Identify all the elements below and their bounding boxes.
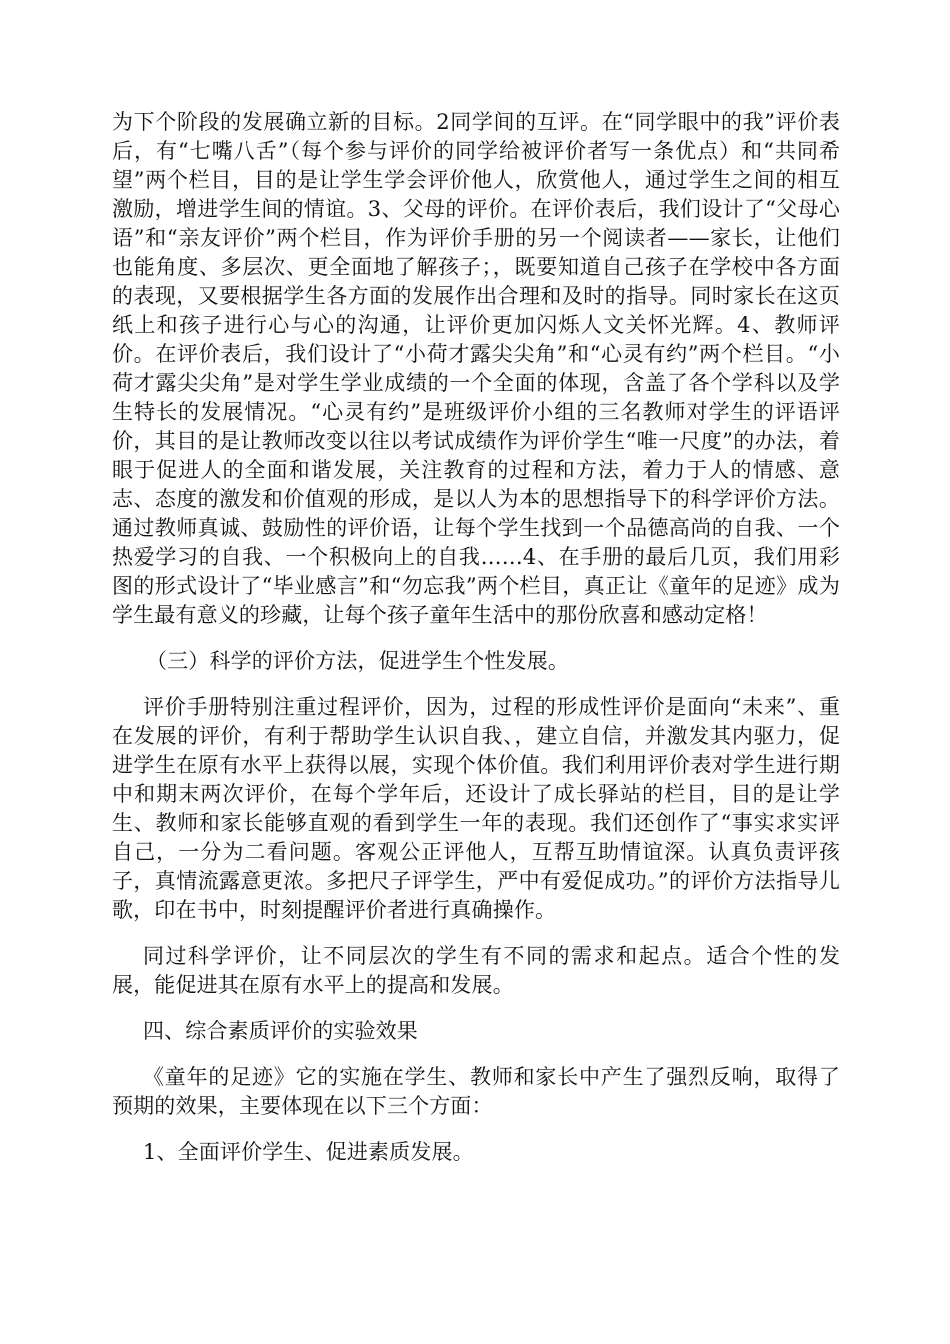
paragraph-process-evaluation: 评价手册特别注重过程评价，因为，过程的形成性评价是面向“未来”、重在发展的评价，有利于帮助学生认识自我、，建立自信，并激发其内驱力，促进学生在原有水平上获得以展，实现个体价值。我们利用评价表对学生进行期中和期末两次评价，在每个学年后，还设计了成长驿站的栏目，目的是让学生、教师和家长能够直观的看到学生一年的表现。我们还创作了“事实求实评自己，一分为二看问题。客观公正评他人，互帮互助情谊深。认真负责评孩子，真情流露意更浓。多把尺子评学生，严中有爱促成功。”的评价方法指导儿歌，印在书中，时刻提醒评价者进行真确操作。 xyxy=(112,695,840,922)
document-page xyxy=(112,108,840,1167)
list-item-comprehensive-evaluation: 1、全面评价学生、促进素质发展。 xyxy=(143,1140,474,1164)
paragraph-evaluation-columns: 为下个阶段的发展确立新的目标。2同学间的互评。在“同学眼中的我”评价表后，有“七嘴八舌”（每个参与评价的同学给被评价者写一条优点）和“共同希望”两个栏目，目的是让学生学会评价他人，欣赏他人，通过学生之间的相互激励，增进学生间的情谊。3、父母的评价。在评价表后，我们设计了“父母心语”和“亲友评价”两个栏目，作为评价手册的另一个阅读者——家长，让他们也能角度、多层次、更全面地了解孩子；，既要知道自己孩子在学校中各方面的表现，又要根据学生各方面的发展作出合理和及时的指导。同时家长在这页纸上和孩子进行心与心的沟通，让评价更加闪烁人文关怀光辉。4、教师评价。在评价表后，我们设计了“小荷才露尖尖角”和“心灵有约”两个栏目。“小荷才露尖尖角”是对学生学业成绩的一个全面的体现，含盖了各个学科以及学生特长的发展情况。“心灵有约”是班级评价小组的三名教师对学生的评语评价，其目的是让教师改变以往以考试成绩作为评价学生“唯一尺度”的办法，着眼于促进人的全面和谐发展，关注教育的过程和方法，着力于人的情感、意志、态度的激发和价值观的形成，是以人为本的思想指导下的科学评价方法。通过教师真诚、鼓励性的评价语，让每个学生找到一个品德高尚的自我、一个热爱学习的自我、一个积极向上的自我……4、在手册的最后几页，我们用彩图的形式设计了“毕业感言”和“勿忘我”两个栏目，真正让《童年的足迹》成为学生最有意义的珍藏，让每个孩子童年生活中的那份欣喜和感动定格！ xyxy=(112,110,840,627)
section-heading-evaluation-method: （三）科学的评价方法，促进学生个性发展。 xyxy=(146,649,569,673)
paragraph-footprints-impact: 《童年的足迹》它的实施在学生、教师和家长中产生了强烈反响，取得了预期的效果，主要体现在以下三个方面： xyxy=(112,1065,840,1118)
section-heading-experiment-effect: 四、综合素质评价的实验效果 xyxy=(143,1019,418,1043)
paragraph-scientific-evaluation: 同过科学评价，让不同层次的学生有不同的需求和起点。适合个性的发展，能促进其在原有水平上的提高和发展。 xyxy=(112,944,840,997)
